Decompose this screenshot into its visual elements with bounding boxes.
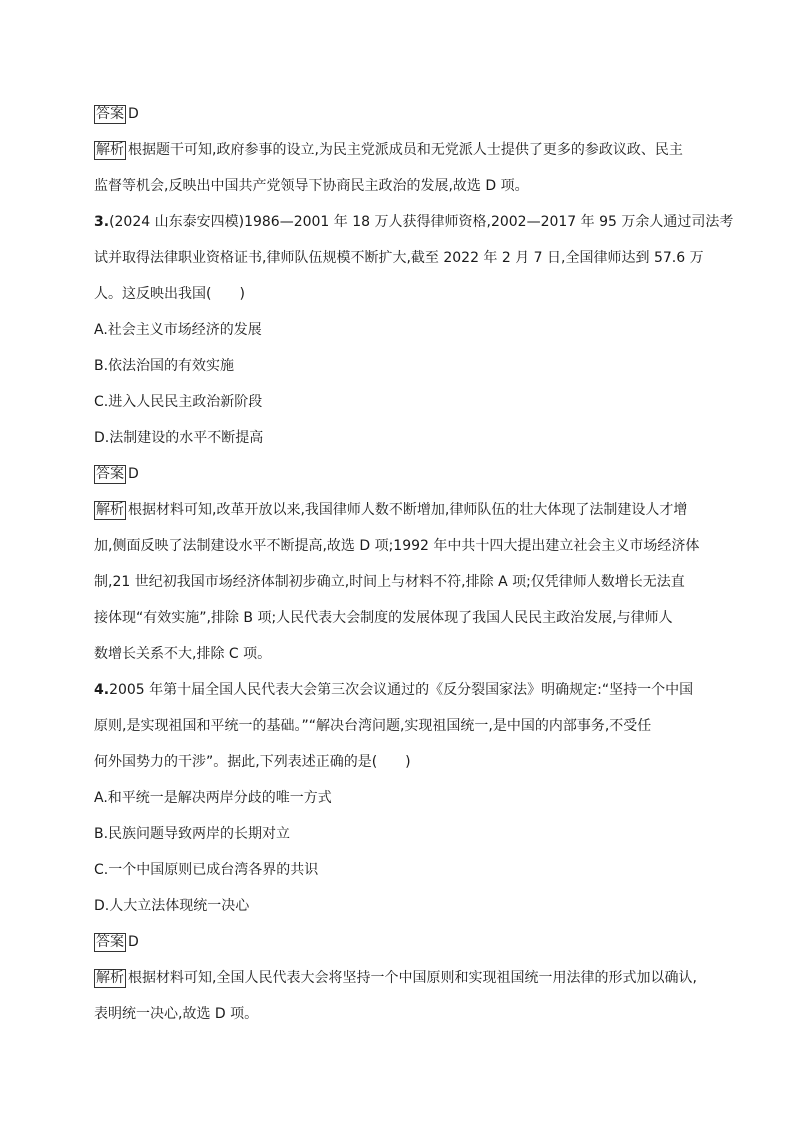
analysis-text: 制,21 世纪初我国市场经济体制初步确立,时间上与材料不符,排除 A 项;仅凭律师人数增长无法直 — [94, 574, 685, 590]
option-c: C.进入人民民主政治新阶段 — [94, 394, 263, 410]
option-d: D.法制建设的水平不断提高 — [94, 430, 264, 446]
analysis-line — [94, 140, 683, 160]
answer-line — [94, 464, 139, 484]
analysis-tag: 解析 — [96, 970, 124, 986]
answer-line — [94, 932, 139, 952]
analysis-text: 监督等机会,反映出中国共产党领导下协商民主政治的发展,故选 D 项。 — [94, 178, 529, 194]
answer-tag: 答案 — [96, 106, 124, 122]
analysis-tag: 解析 — [96, 142, 124, 158]
question-text: 2005 年第十届全国人民代表大会第三次会议通过的《反分裂国家法》明确规定:“坚持一个中国 — [109, 682, 694, 698]
question-text: 何外国势力的干涉”。据此,下列表述正确的是( ) — [94, 754, 411, 770]
option-b: B.依法治国的有效实施 — [94, 358, 235, 374]
analysis-line — [94, 968, 697, 988]
answer-line — [94, 104, 139, 124]
option-c: C.一个中国原则已成台湾各界的共识 — [94, 862, 319, 878]
question-3-stem — [94, 212, 733, 232]
option-a: A.社会主义市场经济的发展 — [94, 322, 262, 338]
answer-value: D — [128, 466, 139, 482]
analysis-text: 数增长关系不大,排除 C 项。 — [94, 646, 272, 662]
analysis-line — [94, 500, 687, 520]
analysis-text: 根据材料可知,全国人民代表大会将坚持一个中国原则和实现祖国统一用法律的形式加以确认, — [128, 970, 697, 986]
answer-tag: 答案 — [96, 466, 124, 482]
answer-value: D — [128, 934, 139, 950]
question-text: 原则,是实现祖国和平统一的基础。”“解决台湾问题,实现祖国统一,是中国的内部事务,不受任 — [94, 718, 652, 734]
analysis-text: 根据题干可知,政府参事的设立,为民主党派成员和无党派人士提供了更多的参政议政、民主 — [128, 142, 683, 158]
answer-value: D — [128, 106, 139, 122]
analysis-text: 加,侧面反映了法制建设水平不断提高,故选 D 项;1992 年中共十四大提出建立社会主义市场经济体 — [94, 538, 700, 554]
option-a: A.和平统一是解决两岸分歧的唯一方式 — [94, 790, 332, 806]
option-d: D.人大立法体现统一决心 — [94, 898, 250, 914]
answer-tag: 答案 — [96, 934, 124, 950]
question-text: 人。这反映出我国( ) — [94, 286, 245, 302]
question-number: 3. — [94, 214, 110, 230]
question-text: (2024 山东泰安四模)1986—2001 年 18 万人获得律师资格,2002—2017 年 95 万余人通过司法考 — [109, 214, 734, 230]
option-b: B.民族问题导致两岸的长期对立 — [94, 826, 291, 842]
question-4-stem — [94, 680, 693, 700]
analysis-text: 表明统一决心,故选 D 项。 — [94, 1006, 259, 1022]
question-text: 试并取得法律职业资格证书,律师队伍规模不断扩大,截至 2022 年 2 月 7 日,全国律师达到 57.6 万 — [94, 250, 704, 266]
question-number: 4. — [94, 682, 110, 698]
analysis-text: 根据材料可知,改革开放以来,我国律师人数不断增加,律师队伍的壮大体现了法制建设人才增 — [128, 502, 688, 518]
analysis-text: 接体现“有效实施”,排除 B 项;人民代表大会制度的发展体现了我国人民民主政治发展,与律师人 — [94, 610, 673, 626]
analysis-tag: 解析 — [96, 502, 124, 518]
